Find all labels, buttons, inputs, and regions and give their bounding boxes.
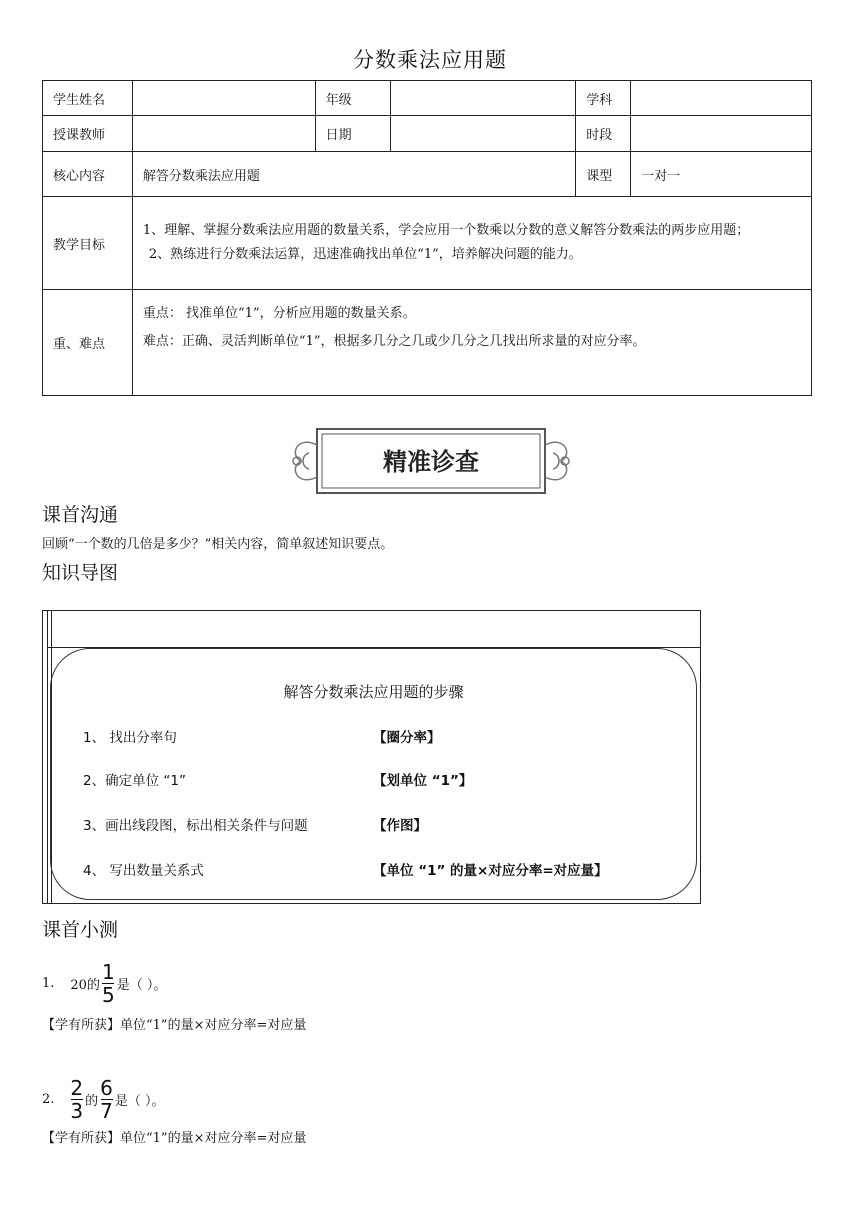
key-points-cell [132, 290, 811, 396]
page-title: 分数乘法应用题 [353, 48, 507, 72]
teacher-value[interactable] [132, 116, 315, 152]
teacher-label: 授课教师 [43, 116, 133, 152]
teaching-goal-cell [132, 197, 811, 290]
key-points-label: 重、难点 [43, 290, 133, 396]
grade-value[interactable] [390, 81, 576, 116]
section-heading-mindmap: 知识导图 [42, 562, 119, 584]
lesson-type-value: 一对一 [631, 152, 812, 197]
question-1-takeaway: 【学有所获】单位“1”的量×对应分率=对应量 [42, 1018, 307, 1033]
step-3: 3、画出线段图，标出相关条件与问题 [83, 818, 308, 834]
left-ornament-icon [293, 442, 317, 480]
goal-line-2: 2、熟练进行分数乘法运算，迅速准确找出单位“1”，培养解决问题的能力。 [148, 247, 582, 262]
step-1-note: 【圈分率】 [373, 730, 441, 746]
step-3-note: 【作图】 [373, 818, 427, 834]
step-2: 2、确定单位 “1” [83, 773, 186, 789]
lesson-info-table [42, 80, 812, 396]
question-2-fraction-b: $\frac{6}{7}$ [100, 1076, 113, 1123]
question-1-fraction: $\frac{1}{5}$ [101, 960, 115, 1007]
grade-label: 年级 [315, 81, 390, 116]
question-1-number: 1. [42, 976, 55, 991]
question-2 [42, 1078, 165, 1121]
subject-value[interactable] [631, 81, 812, 116]
question-1-tail: 是（ ）。 [116, 978, 167, 993]
question-1 [42, 962, 166, 1005]
precise-diagnosis-banner [287, 425, 575, 497]
subject-label: 学科 [576, 81, 631, 116]
date-label: 日期 [315, 116, 390, 152]
key-point-line: 重点： 找准单位“1”，分析应用题的数量关系。 [142, 306, 416, 321]
question-1-prefix: 20的 [70, 978, 100, 993]
question-2-fraction-a: $\frac{2}{3}$ [70, 1076, 84, 1123]
difficult-point-line: 难点：正确、灵活判断单位“1”，根据多几分之几或少几分之几找出所求量的对应分率。 [142, 334, 646, 349]
date-value[interactable] [390, 116, 576, 152]
student-name-label: 学生姓名 [43, 81, 133, 116]
teaching-goal-label: 教学目标 [43, 197, 133, 290]
core-content-value: 解答分数乘法应用题 [132, 152, 575, 197]
question-2-takeaway: 【学有所获】单位“1”的量×对应分率=对应量 [42, 1131, 307, 1146]
section-heading-quiz: 课首小测 [42, 919, 119, 941]
goal-line-1: 1、理解、掌握分数乘法应用题的数量关系，学会应用一个数乘以分数的意义解答分数乘法的两步应用题； [142, 223, 750, 238]
question-2-tail: 是（ ）。 [114, 1094, 165, 1109]
period-label: 时段 [576, 116, 631, 152]
right-ornament-icon [545, 442, 569, 480]
step-1: 1、 找出分率句 [83, 730, 177, 746]
warmup-text: 回顾“一个数的几倍是多少？”相关内容，简单叙述知识要点。 [42, 537, 394, 552]
lesson-type-label: 课型 [576, 152, 631, 197]
step-2-note: 【划单位 “1”】 [373, 773, 473, 789]
student-name-value[interactable] [132, 81, 315, 116]
step-4: 4、 写出数量关系式 [83, 863, 204, 879]
core-content-label: 核心内容 [43, 152, 133, 197]
section-heading-warmup: 课首沟通 [42, 504, 119, 526]
question-2-number: 2. [42, 1092, 55, 1107]
steps-box [50, 648, 697, 900]
period-value[interactable] [631, 116, 812, 152]
steps-title: 解答分数乘法应用题的步骤 [283, 683, 464, 701]
banner-text: 精准诊查 [383, 448, 479, 476]
step-4-note: 【单位 “1” 的量×对应分率=对应量】 [373, 863, 608, 879]
question-2-mid: 的 [85, 1094, 99, 1109]
